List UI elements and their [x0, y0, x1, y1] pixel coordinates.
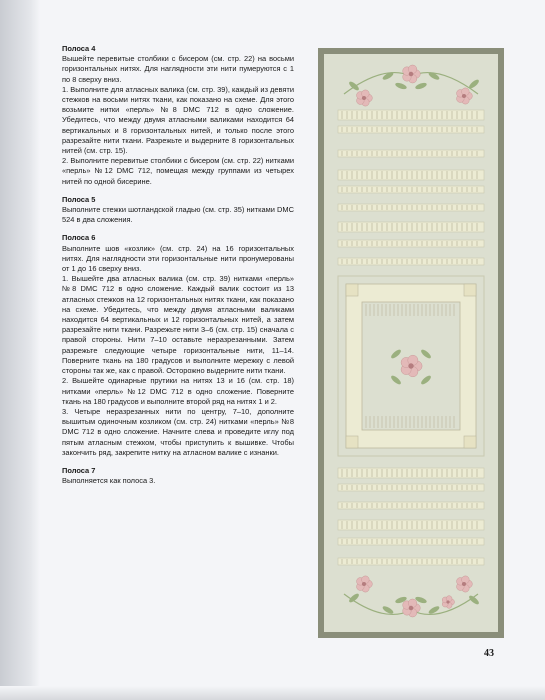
flower-petal	[408, 65, 417, 74]
flower-petal	[362, 576, 370, 584]
section-paragraph: 3. Четыре неразрезанных нити по центру, 7–10, дополните вышитым одиночным козликом (см. стр. 24) нитками «перль» №8 DMC 712 в одно сложение. Начните слева и проведите иглу под пятым атласным стежком, чтобы приступить к вышивке. Чтобы закончить ряд, закрепите нитку на атласном валике с изнанки.	[62, 406, 294, 457]
corner-block	[346, 284, 358, 296]
corner-block	[464, 284, 476, 296]
book-gutter	[0, 0, 40, 700]
flower-center	[446, 600, 449, 603]
flower-center	[362, 96, 366, 100]
flower-petal	[462, 88, 470, 96]
section-title: Полоса 4	[62, 44, 96, 53]
page-number: 43	[484, 648, 494, 659]
section-paragraph: 1. Выполните для атласных валика (см. стр. 39), каждый из девяти стежков на восьми нитях ткани, как показано на схеме. Для этого возьмите нитки «перль» №8 DMC 712 в одно сложение. Убедитесь, что между двумя атласными валиками находится 64 вертикальных и 8 горизонтальных нитей, и только после этого разрезайте нити ткани. Разрежьте и выдерните 8 горизонтальных нитей (см. стр. 15).	[62, 84, 294, 156]
section-paragraph: Выполните шов «козлик» (см. стр. 24) на 16 горизонтальных нитях. Для наглядности эти горизонтальные нити пронумерованы от 1 до 16 сверху вниз.	[62, 243, 294, 274]
embroidery-photo	[318, 48, 504, 638]
flower-petal	[446, 596, 452, 602]
section-title: Полоса 6	[62, 233, 96, 243]
flower-petal	[462, 576, 470, 584]
section-paragraph: 2. Выполните перевитые столбики с бисером (см. стр. 22) нитками «перль» №12 DMC 712, помещая между группами из четырех нитей по одной бисерине.	[62, 156, 294, 186]
section-stripe-6	[62, 233, 294, 457]
flower-center	[409, 72, 414, 77]
section-title: Полоса 7	[62, 465, 96, 475]
section-stripe-7	[62, 466, 294, 486]
flower-center	[462, 94, 466, 98]
flower-center	[408, 363, 413, 368]
flower-petal	[408, 599, 417, 608]
flower-center	[409, 606, 414, 611]
section-paragraph: Выполняется как полоса 3.	[62, 476, 156, 486]
section-title: Полоса 5	[62, 194, 96, 204]
corner-block	[464, 436, 476, 448]
corner-block	[346, 436, 358, 448]
section-stripe-4	[62, 44, 294, 187]
section-paragraph: 1. Вышейте два атласных валика (см. стр. 39) нитками «перль» №8 DMC 712 в одно сложение. Каждый валик состоит из 13 атласных стежков на 12 горизонтальных нитях ткани, как показано на схеме. Убедитесь, что между двумя атласными валиками находится 64 вертикальных и 12 горизонтальных нитей, а затем разрезайте нити ткани. Разрежьте нити 3–6 (см. стр. 15) сначала с правой стороны. Нити 7–10 оставьте неразрезанными. Затем разрежьте следующие четыре горизонтальные нити, 11–14. Поверните ткань на 180 градусов и выполните мережку с левой стороны так же, как с правой. Осторожно выдерните нити ткани.	[62, 274, 294, 376]
page-bottom-edge	[0, 686, 545, 700]
flower-petal	[408, 355, 418, 365]
flower-center	[362, 582, 366, 586]
flower-center	[462, 582, 466, 586]
embroidery-illustration	[324, 54, 498, 632]
flower-petal	[362, 90, 370, 98]
section-stripe-5	[62, 195, 294, 226]
section-paragraph: Вышейте перевитые столбики с бисером (см. стр. 22) на восьми горизонтальных нитях. Для наглядности эти нити пумеруются с 1 по 8 сверху вниз.	[62, 54, 294, 84]
instructions-text-column	[62, 44, 294, 486]
section-paragraph: Выполните стежки шотландской гладью (см. стр. 35) нитками DMC 524 в два сложения.	[62, 205, 294, 225]
section-paragraph: 2. Вышейте одинарные прутики на нитях 13 и 16 (см. стр. 18) нитками «перль» №12 DMC 712 в одно сложение. Поверните ткань на 180 градусов и выполните второй ряд на нитях 1 и 2.	[62, 376, 294, 406]
